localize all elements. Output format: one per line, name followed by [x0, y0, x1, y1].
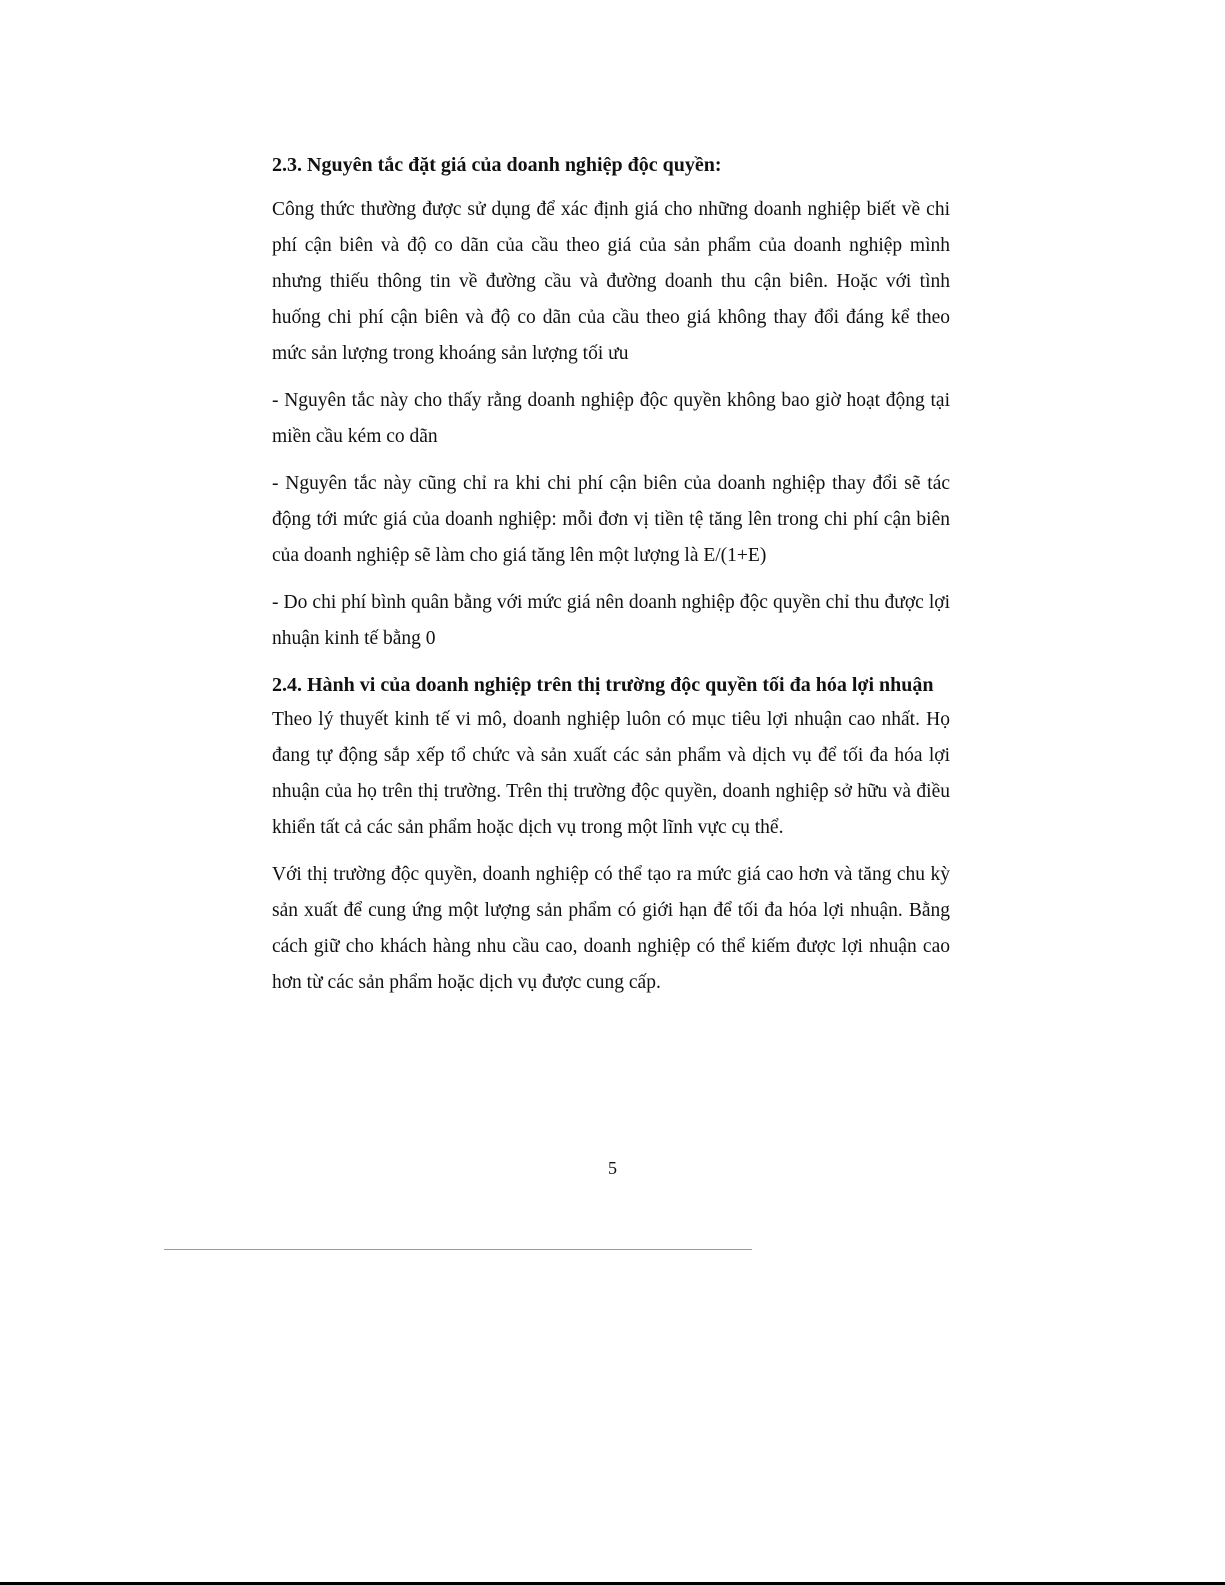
paragraph-pricing-formula: Công thức thường được sử dụng để xác định giá cho những doanh nghiệp biết về chi phí cận biên và độ co dãn của cầu theo giá của sản phẩm của doanh nghiệp mình nhưng thiếu thông tin về đường cầu và đường doanh thu cận biên. Hoặc với tình huống chi phí cận biên và độ co dãn của cầu theo giá không thay đổi đáng kể theo mức sản lượng trong khoáng sản lượng tối ưu [272, 199, 950, 364]
paragraph-profit-maximization: Theo lý thuyết kinh tế vi mô, doanh nghiệp luôn có mục tiêu lợi nhuận cao nhất. Họ đang tự động sắp xếp tổ chức và sản xuất các sản phẩm và dịch vụ để tối đa hóa lợi nhuận của họ trên thị trường. Trên thị trường độc quyền, doanh nghiệp sở hữu và điều khiển tất cả các sản phẩm hoặc dịch vụ trong một lĩnh vực cụ thể. [272, 709, 950, 838]
paragraph-marginal-cost-change: - Nguyên tắc này cũng chỉ ra khi chi phí cận biên của doanh nghiệp thay đổi sẽ tác động tới mức giá của doanh nghiệp: mỗi đơn vị tiền tệ tăng lên trong chi phí cận biên của doanh nghiệp sẽ làm cho giá tăng lên một lượng là E/(1+E) [272, 473, 950, 566]
page-divider [164, 1249, 752, 1250]
document-body [272, 148, 950, 1012]
paragraph-zero-profit: - Do chi phí bình quân bằng với mức giá nên doanh nghiệp độc quyền chỉ thu được lợi nhuận kinh tế bằng 0 [272, 592, 950, 649]
paragraph-inelastic-demand: - Nguyên tắc này cho thấy rằng doanh nghiệp độc quyền không bao giờ hoạt động tại miền cầu kém co dãn [272, 390, 950, 447]
paragraph-monopoly-pricing: Với thị trường độc quyền, doanh nghiệp có thể tạo ra mức giá cao hơn và tăng chu kỳ sản xuất để cung ứng một lượng sản phẩm có giới hạn để tối đa hóa lợi nhuận. Bằng cách giữ cho khách hàng nhu cầu cao, doanh nghiệp có thể kiếm được lợi nhuận cao hơn từ các sản phẩm hoặc dịch vụ được cung cấp. [272, 864, 950, 993]
section-heading-2-4: 2.4. Hành vi của doanh nghiệp trên thị trường độc quyền tối đa hóa lợi nhuận [272, 674, 934, 696]
page-number: 5 [608, 1158, 617, 1178]
section-heading-2-3: 2.3. Nguyên tắc đặt giá của doanh nghiệp độc quyền: [272, 154, 722, 176]
